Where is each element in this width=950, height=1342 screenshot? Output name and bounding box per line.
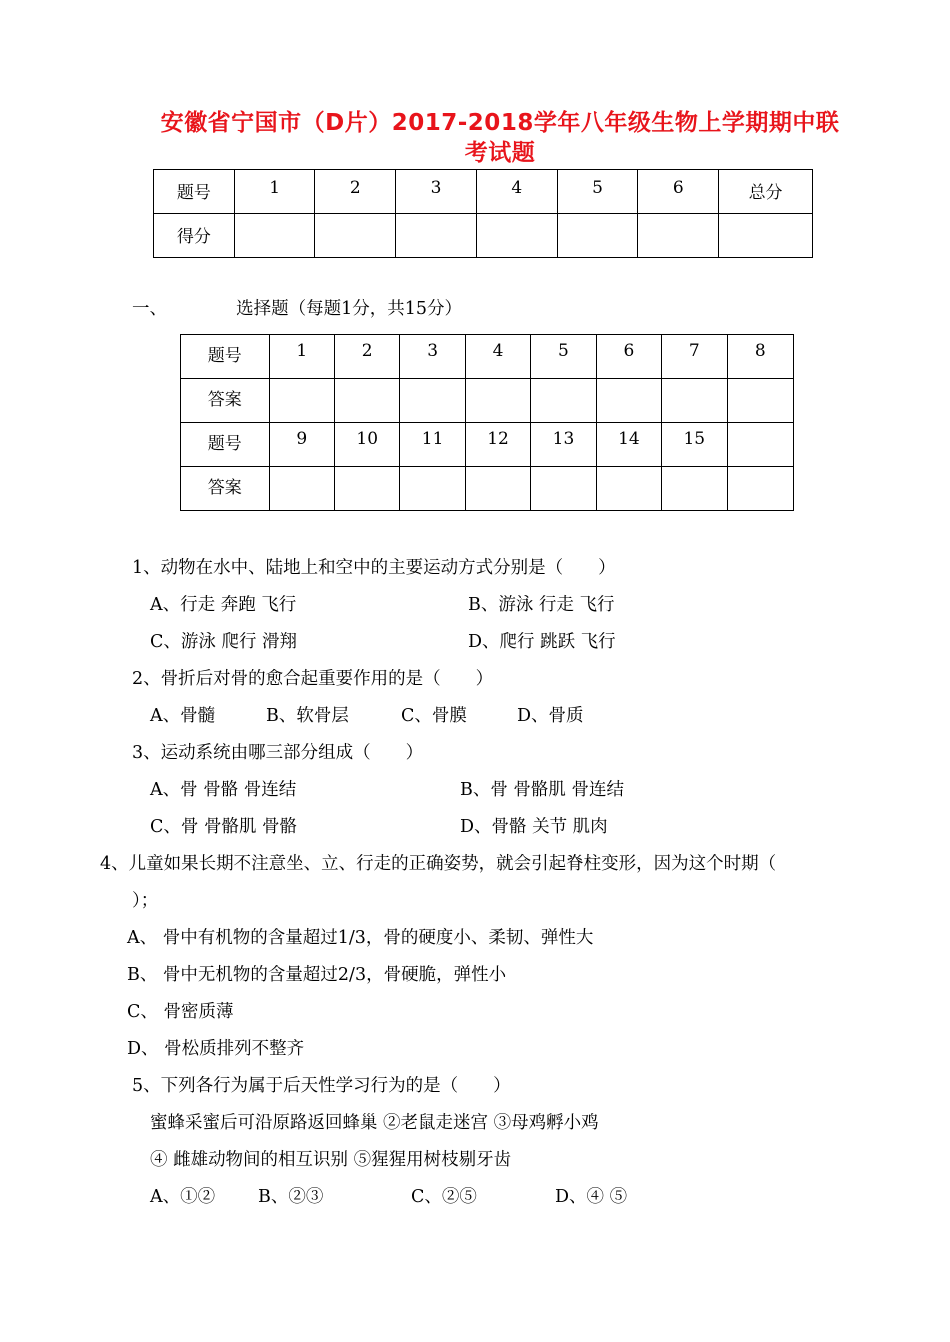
score-input-cell xyxy=(234,214,315,258)
q2-option-d: D、骨质 xyxy=(517,706,584,726)
answer-cell: 13 xyxy=(531,423,596,467)
q3-option-b: B、骨 骨骼肌 骨连结 xyxy=(460,780,624,800)
answer-cell: 题号 xyxy=(181,335,270,379)
q5-statement-2: ④ 雌雄动物间的相互识别 ⑤猩猩用树枝剔牙齿 xyxy=(150,1150,512,1170)
score-input-cell xyxy=(315,214,396,258)
q5-option-b: B、②③ xyxy=(258,1187,324,1207)
question-2: 2、骨折后对骨的愈合起重要作用的是（ ） xyxy=(132,669,494,689)
score-cell: 3 xyxy=(396,170,477,214)
q1-option-d: D、爬行 跳跃 飞行 xyxy=(468,632,616,652)
answer-cell xyxy=(465,467,530,511)
question-1: 1、动物在水中、陆地上和空中的主要运动方式分别是（ ） xyxy=(132,558,616,578)
answer-cell xyxy=(269,379,334,423)
score-cell: 5 xyxy=(557,170,638,214)
q4-option-a: A、 骨中有机物的含量超过1/3，骨的硬度小、柔韧、弹性大 xyxy=(127,928,594,948)
answer-cell: 答案 xyxy=(181,379,270,423)
score-cell: 1 xyxy=(234,170,315,214)
answer-cell: 14 xyxy=(596,423,661,467)
score-cell: 题号 xyxy=(154,170,235,214)
q2-option-a: A、骨髓 xyxy=(150,706,216,726)
answer-table-row xyxy=(181,467,794,511)
question-4-cont: ）； xyxy=(132,891,159,911)
answer-cell xyxy=(596,467,661,511)
answer-cell: 9 xyxy=(269,423,334,467)
answer-cell: 2 xyxy=(334,335,399,379)
answer-cell: 6 xyxy=(596,335,661,379)
score-input-cell xyxy=(638,214,719,258)
q3-option-d: D、骨骼 关节 肌肉 xyxy=(460,817,608,837)
answer-cell: 3 xyxy=(400,335,465,379)
answer-cell: 11 xyxy=(400,423,465,467)
q4-option-b: B、 骨中无机物的含量超过2/3，骨硬脆，弹性小 xyxy=(127,965,507,985)
q5-option-d: D、④ ⑤ xyxy=(555,1187,628,1207)
score-table xyxy=(153,169,813,258)
answer-cell xyxy=(727,423,793,467)
score-cell: 6 xyxy=(638,170,719,214)
answer-table-row xyxy=(181,335,794,379)
answer-cell xyxy=(400,379,465,423)
q4-option-d: D、 骨松质排列不整齐 xyxy=(127,1039,305,1059)
q5-statement-1: 蜜蜂采蜜后可沿原路返回蜂巢 ②老鼠走迷宫 ③母鸡孵小鸡 xyxy=(150,1113,599,1133)
answer-cell xyxy=(465,379,530,423)
answer-cell: 题号 xyxy=(181,423,270,467)
section-number: 一、 xyxy=(132,299,167,319)
answer-cell xyxy=(662,467,727,511)
answer-cell xyxy=(596,379,661,423)
title-line-2: 考试题 xyxy=(464,140,536,166)
score-cell: 2 xyxy=(315,170,396,214)
answer-cell: 15 xyxy=(662,423,727,467)
answer-cell: 7 xyxy=(662,335,727,379)
answer-table-row xyxy=(181,379,794,423)
answer-cell xyxy=(334,467,399,511)
answer-cell xyxy=(269,467,334,511)
q3-option-a: A、骨 骨骼 骨连结 xyxy=(150,780,297,800)
answer-cell: 4 xyxy=(465,335,530,379)
answer-cell xyxy=(531,467,596,511)
score-input-cell xyxy=(719,214,813,258)
q5-option-c: C、②⑤ xyxy=(411,1187,477,1207)
q2-option-b: B、软骨层 xyxy=(266,706,349,726)
title-line-1: 安徽省宁国市（D片）2017-2018学年八年级生物上学期期中联 xyxy=(160,110,840,136)
answer-cell xyxy=(531,379,596,423)
score-cell: 4 xyxy=(476,170,557,214)
q1-option-c: C、游泳 爬行 滑翔 xyxy=(150,632,298,652)
answer-cell xyxy=(727,467,793,511)
answer-cell xyxy=(334,379,399,423)
score-label-cell: 得分 xyxy=(154,214,235,258)
question-4: 4、儿童如果长期不注意坐、立、行走的正确姿势，就会引起脊柱变形，因为这个时期（ xyxy=(100,854,777,874)
answer-cell: 8 xyxy=(727,335,793,379)
answer-cell: 1 xyxy=(269,335,334,379)
answer-cell: 答案 xyxy=(181,467,270,511)
answer-cell xyxy=(400,467,465,511)
score-input-cell xyxy=(557,214,638,258)
q4-option-c: C、 骨密质薄 xyxy=(127,1002,234,1022)
q5-option-a: A、①② xyxy=(150,1187,216,1207)
question-3: 3、运动系统由哪三部分组成（ ） xyxy=(132,743,424,763)
answer-cell: 5 xyxy=(531,335,596,379)
answer-cell: 12 xyxy=(465,423,530,467)
score-input-cell xyxy=(476,214,557,258)
answer-cell xyxy=(662,379,727,423)
question-5: 5、下列各行为属于后天性学习行为的是（ ） xyxy=(132,1076,511,1096)
answer-cell: 10 xyxy=(334,423,399,467)
q2-option-c: C、骨膜 xyxy=(401,706,467,726)
score-cell: 总分 xyxy=(719,170,813,214)
q1-option-a: A、行走 奔跑 飞行 xyxy=(150,595,297,615)
section-title: 选择题（每题1分，共15分） xyxy=(236,299,463,319)
answer-table-row xyxy=(181,423,794,467)
section-heading xyxy=(132,298,462,320)
answer-cell xyxy=(727,379,793,423)
score-table-score-row xyxy=(154,214,813,258)
q3-option-c: C、骨 骨骼肌 骨骼 xyxy=(150,817,298,837)
score-table-header-row xyxy=(154,170,813,214)
answer-table xyxy=(180,334,794,511)
document-title xyxy=(120,108,880,168)
q1-option-b: B、游泳 行走 飞行 xyxy=(468,595,615,615)
score-input-cell xyxy=(396,214,477,258)
